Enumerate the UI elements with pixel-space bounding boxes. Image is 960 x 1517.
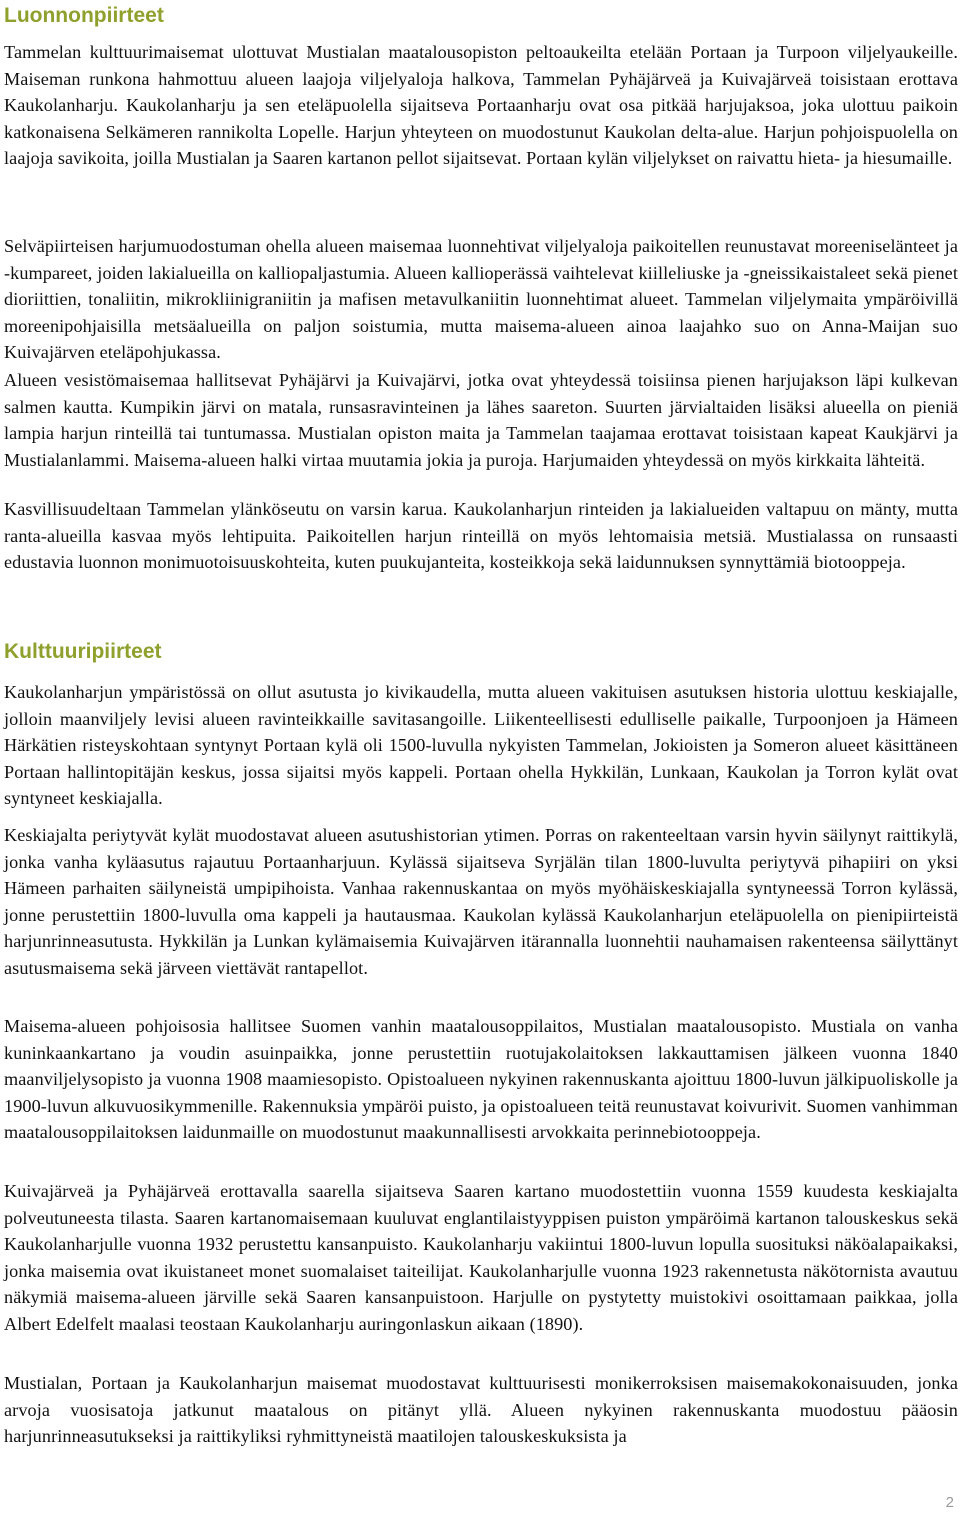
paragraph: Alueen vesistömaisemaa hallitsevat Pyhäjärvi ja Kuivajärvi, jotka ovat yhteydessä toisiinsa pienen harjujakson läpi kulkevan salmen kautta. Kumpikin järvi on matala, runsasravinteinen ja lähes saareton. Suurten järvialtaiden lisäksi alueella on pieniä lampia harjun rinteillä tai tuntumassa. Mustialan opiston maita ja Tammelan taajamaa erottavat toisistaan kapeat Kaukjärvi ja Mustialanlammi. Maisema-alueen halki virtaa muutamia jokia ja puroja. Harjumaiden yhteydessä on myös kirkkaita lähteitä. xyxy=(4,370,958,470)
section-heading-kulttuuripiirteet: Kulttuuripiirteet xyxy=(4,640,162,663)
paragraph: Mustialan, Portaan ja Kaukolanharjun maisemat muodostavat kulttuurisesti monikerroksisen maisemakokonaisuuden, jonka arvoja vuosisatoja jatkunut maatalous on pitänyt yllä. Alueen nykyinen rakennuskanta muodostuu pääosin harjunrinneasutukseksi ja raittikyliksi ryhmittyneistä maatilojen talouskeskuksista ja xyxy=(4,1373,958,1447)
section-heading-luonnonpiirteet: Luonnonpiirteet xyxy=(4,4,164,27)
paragraph: Keskiajalta periytyvät kylät muodostavat alueen asutushistorian ytimen. Porras on rakenteeltaan varsin hyvin säilynyt raittikylä, jonka vanha kyläasutus rajautuu Portaanharjuun. Kylässä sijaitseva Syrjälän tilan 1800-luvulta periytyvä pihapiiri on yksi Hämeen parhaiten säilyneistä umpipihoista. Vanhaa rakennuskantaa on myös myöhäiskeskiajalla syntyneessä Torron kylässä, jonne perustettiin 1800-luvulla oma kappeli ja hautausmaa. Kaukolan kylässä Kaukolanharjun eteläpuolella on pienipiirteistä harjunrinneasutusta. Hykkilän ja Lunkan kylämaisemia Kuivajärven itärannalla luonnehtii nauhamaisen rakenteensa säilyttänyt asutusmaisema sekä järveen viettävät rantapellot. xyxy=(4,825,958,978)
paragraph: Tammelan kulttuurimaisemat ulottuvat Mustialan maatalousopiston peltoaukeilta etelään Portaan ja Turpoon viljelyaukeille. Maiseman runkona hahmottuu alueen laajoja viljelyaloja halkova, Tammelan Pyhäjärveä ja Kuivajärveä toisistaan erottava Kaukolanharju. Kaukolanharju ja sen eteläpuolella sijaitseva Portaanharju ovat osa pitkää harjujaksoa, joka ulottuu paikoin katkonaisena Selkämeren rannikolta Lopelle. Harjun yhteyteen on muodostunut Kaukolan delta-alue. Harjun pohjoispuolella on laajoja savikoita, joilla Mustialan ja Saaren kartanon pellot sijaitsevat. Portaan kylän viljelykset on raivattu hieta- ja hiesumaille. xyxy=(4,42,958,169)
page-number: 2 xyxy=(945,1494,954,1511)
paragraph: Maisema-alueen pohjoisosia hallitsee Suomen vanhin maatalousoppilaitos, Mustialan maatalousopisto. Mustiala on vanha kuninkaankartano ja voudin asuinpaikka, jonne perustettiin ruotujakolaitoksen lakkauttamisen jälkeen vuonna 1840 maanviljelysopisto ja vuonna 1908 maamiesopisto. Opistoalueen nykyinen rakennuskanta ajoittuu 1800-luvun jälkipuoliskolle ja 1900-luvun alkuvuosikymmenille. Rakennuksia ympäröi puisto, ja opistoalueen teitä reunustavat koivurivit. Suomen vanhimman maatalousoppilaitoksen laidunmaille on muodostunut maakunnallisesti arvokkaita perinnebiotooppeja. xyxy=(4,1016,958,1143)
paragraph: Kuivajärveä ja Pyhäjärveä erottavalla saarella sijaitseva Saaren kartano muodostettiin vuonna 1559 kuudesta keskiajalta polveutuneesta tilasta. Saaren kartanomaisemaan kuuluvat englantilaistyyppisen puiston ympäröimä kartanon talouskeskus sekä Kaukolanharjulle vuonna 1932 perustettu kansanpuisto. Kaukolanharju vakiintui 1800-luvun lopulla suosituksi näköalapaikaksi, jonka maisemia ovat ikuistaneet monet suomalaiset taiteilijat. Kaukolanharjulle vuonna 1923 rakennetusta näkötornista avautuu näkymiä maisema-alueen järville sekä Saaren kansanpuistoon. Harjulle on pystytetty muistokivi osoittamaan paikkaa, jolla Albert Edelfelt maalasi teostaan Kaukolanharju auringonlaskun aikaan (1890). xyxy=(4,1181,958,1334)
paragraph: Kaukolanharjun ympäristössä on ollut asutusta jo kivikaudella, mutta alueen vakituisen asutuksen historia ulottuu keskiajalle, jolloin maanviljely levisi alueen ravinteikkaille savitasangoille. Liikenteellisesti edulliselle paikalle, Turpoonjoen ja Hämeen Härkätien risteyskohtaan syntynyt Portaan kylä oli 1500-luvulla nykyisten Tammelan, Jokioisten ja Someron alueet käsittäneen Portaan hallintopitäjän keskus, jossa sijaitsi myös kappeli. Portaan ohella Hykkilän, Lunkaan, Kaukolan ja Torron kylät ovat syntyneet keskiajalla. xyxy=(4,682,958,809)
paragraph: Selväpiirteisen harjumuodostuman ohella alueen maisemaa luonnehtivat viljelyaloja paikoitellen reunustavat moreeniselänteet ja -kumpareet, joiden lakialueilla on kalliopaljastumia. Alueen kallioperässä vaihtelevat kiilleliuske ja -gneissikaistaleet sekä pienet dioriittien, tonaliitin, mikrokliinigraniitin ja mafisen metavulkaniitin luonnehtimat alueet. Tammelan viljelymaita ympäröivillä moreenipohjaisilla metsäalueilla on paljon soistumia, mutta maisema-alueen ainoa laajahko suo on Anna-Maijan suo Kuivajärven eteläpohjukassa. xyxy=(4,236,958,363)
paragraph: Kasvillisuudeltaan Tammelan ylänköseutu on varsin karua. Kaukolanharjun rinteiden ja lakialueiden valtapuu on mänty, mutta ranta-alueilla kasvaa myös lehtipuita. Paikoitellen harjun rinteillä on myös lehtomaisia metsiä. Mustialassa on runsaasti edustavia luonnon monimuotoisuuskohteita, kuten puukujanteita, kosteikkoja sekä laidunnuksen synnyttämiä biotooppeja. xyxy=(4,499,958,573)
